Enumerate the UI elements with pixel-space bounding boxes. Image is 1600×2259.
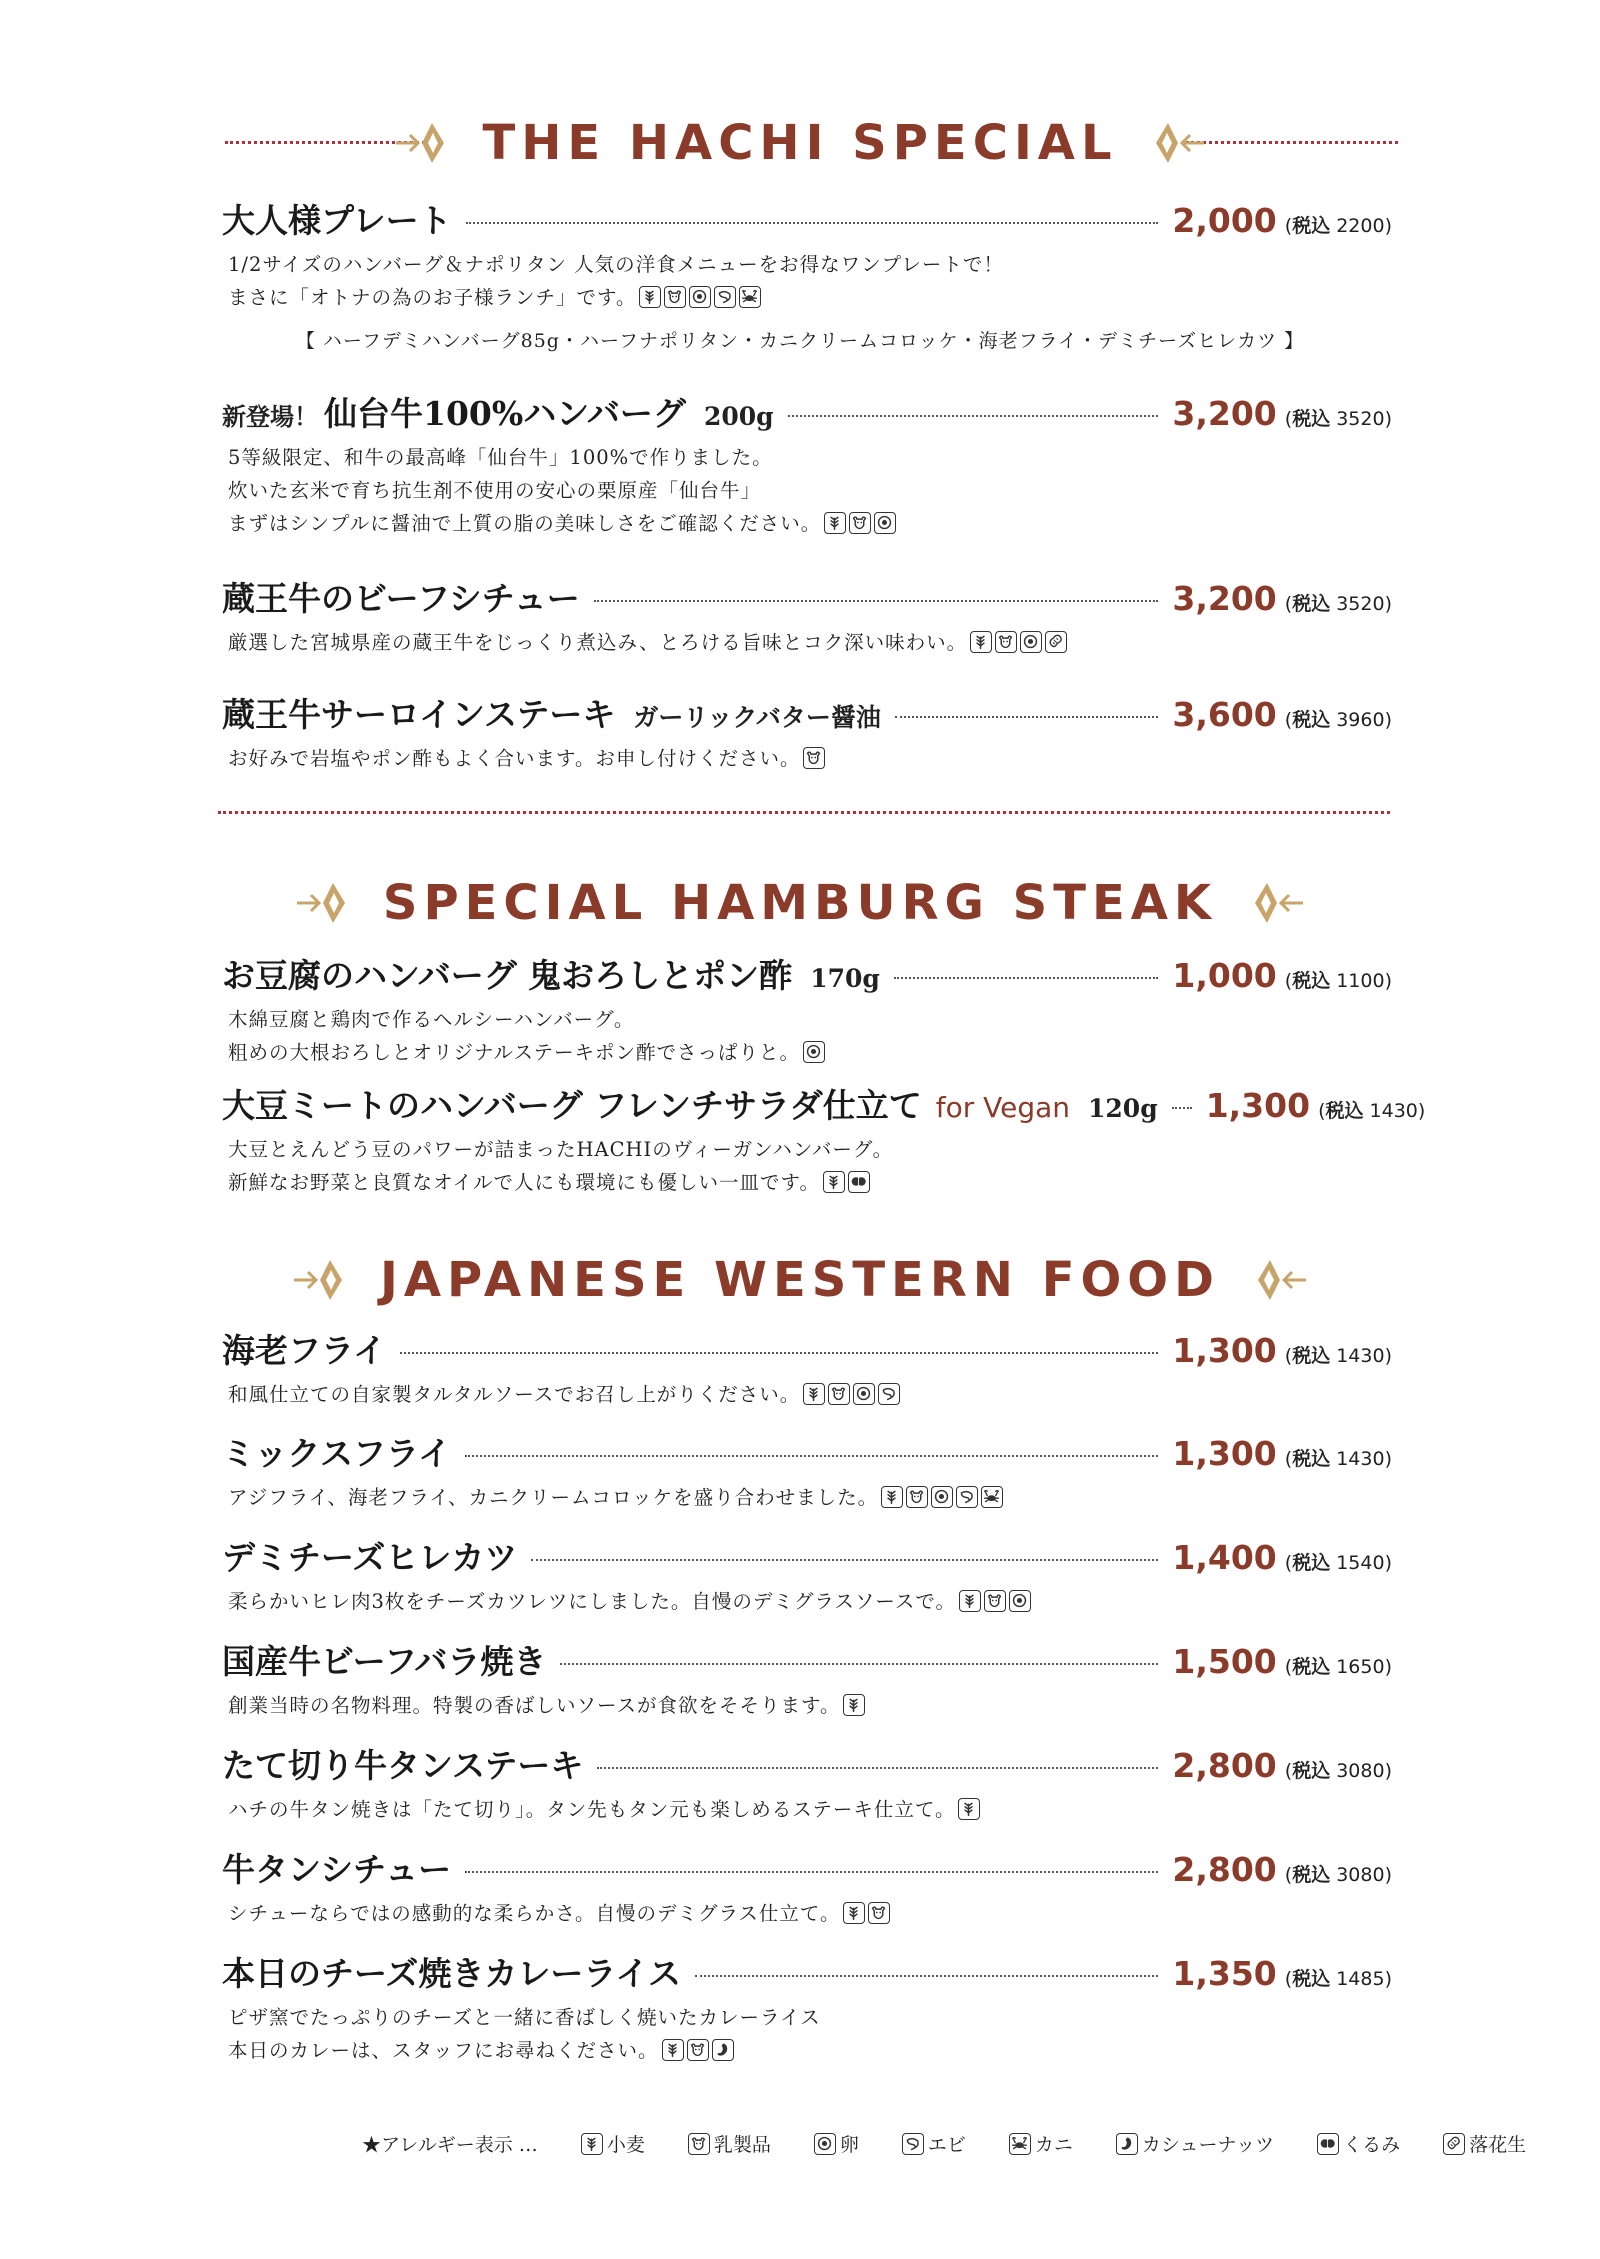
legend-shrimp: エビ xyxy=(899,2130,966,2157)
item-price: 1,300 xyxy=(1172,1331,1277,1370)
item-note: 【 ハーフデミハンバーグ85g・ハーフナポリタン・カニクリームコロッケ・海老フライ・デミチーズヒレカツ 】 xyxy=(295,330,1305,352)
menu-item-beef-stew xyxy=(222,573,1392,659)
dot-leader xyxy=(895,716,1159,718)
item-weight: 200g xyxy=(703,402,774,431)
crab-icon xyxy=(1009,2133,1031,2155)
dairy-icon xyxy=(906,1486,928,1508)
item-tax: (税込 3520) xyxy=(1284,408,1392,430)
egg-icon xyxy=(874,512,896,534)
shrimp-icon xyxy=(956,1486,978,1508)
menu-item-gyutan-steak xyxy=(222,1740,1392,1826)
vegan-label: for Vegan xyxy=(935,1091,1071,1124)
item-description: 大豆とえんどう豆のパワーが詰まったHACHIのヴィーガンハンバーグ。 新鮮なお野菜と良質なオイルで人にも環境にも優しい一皿です。 xyxy=(228,1138,894,1194)
item-sauce: ガーリックバター醤油 xyxy=(633,703,881,732)
dairy-icon xyxy=(995,631,1017,653)
ornament-left-icon xyxy=(392,115,448,171)
menu-item-cheese-curry xyxy=(222,1948,1392,2067)
dot-leader xyxy=(465,1871,1158,1873)
legend-peanut: 落花生 xyxy=(1440,2130,1526,2157)
wheat-icon xyxy=(639,286,661,308)
dot-leader xyxy=(594,600,1159,602)
wheat-icon xyxy=(970,631,992,653)
dairy-icon xyxy=(828,1383,850,1405)
item-description: 創業当時の名物料理。特製の香ばしいソースが食欲をそそります。 xyxy=(228,1689,1392,1722)
peanut-icon xyxy=(1443,2133,1465,2155)
item-tax: (税込 3960) xyxy=(1284,709,1392,731)
legend-dairy: 乳製品 xyxy=(685,2130,771,2157)
menu-item-mix-fry xyxy=(222,1428,1392,1514)
section-title: JAPANESE WESTERN FOOD xyxy=(380,1252,1220,1308)
legend-wheat: 小麦 xyxy=(578,2130,645,2157)
ornament-right-icon xyxy=(1251,875,1307,931)
wheat-icon xyxy=(959,1590,981,1612)
item-price: 1,350 xyxy=(1172,1954,1277,1993)
dairy-icon xyxy=(688,2133,710,2155)
item-name: 仙台牛100%ハンバーグ xyxy=(324,394,686,433)
item-tax: (税込 3080) xyxy=(1284,1760,1392,1782)
menu-item-sendai-hamburg xyxy=(222,388,1392,540)
ornament-left-icon xyxy=(290,1252,346,1308)
dot-leader xyxy=(695,1975,1158,1977)
item-price: 1,300 xyxy=(1172,1434,1277,1473)
walnut-icon xyxy=(848,1171,870,1193)
dairy-icon xyxy=(849,512,871,534)
item-name: 蔵王牛のビーフシチュー xyxy=(222,579,580,618)
peanut-icon xyxy=(1045,631,1067,653)
dot-leader xyxy=(597,1767,1158,1769)
menu-item-sirloin-steak xyxy=(222,689,1392,775)
item-tax: (税込 2200) xyxy=(1284,215,1392,237)
item-tax: (税込 1430) xyxy=(1284,1448,1392,1470)
dot-leader xyxy=(894,977,1159,979)
dot-leader xyxy=(1172,1107,1192,1109)
dairy-icon xyxy=(664,286,686,308)
item-name: デミチーズヒレカツ xyxy=(222,1538,518,1577)
item-price: 2,000 xyxy=(1172,201,1277,240)
item-tax: (税込 1430) xyxy=(1318,1100,1426,1122)
item-tax: (税込 1485) xyxy=(1284,1968,1392,1990)
crab-icon xyxy=(739,286,761,308)
item-description: ピザ窯でたっぷりのチーズと一緒に香ばしく焼いたカレーライス 本日のカレーは、スタッフにお尋ねください。 xyxy=(228,2006,821,2062)
item-tax: (税込 1100) xyxy=(1284,970,1392,992)
section-header-western xyxy=(0,1252,1600,1308)
legend-crab: カニ xyxy=(1006,2130,1073,2157)
item-description: 柔らかいヒレ肉3枚をチーズカツレツにしました。自慢のデミグラスソースで。 xyxy=(228,1585,1392,1618)
item-weight: 120g xyxy=(1088,1094,1158,1123)
section-header-hachi xyxy=(0,115,1600,171)
ornament-left-icon xyxy=(293,875,349,931)
section-header-hamburg xyxy=(0,875,1600,931)
walnut-icon xyxy=(1317,2133,1339,2155)
dot-leader xyxy=(788,415,1159,417)
item-description: 厳選した宮城県産の蔵王牛をじっくり煮込み、とろける旨味とコク深い味わい。 xyxy=(228,626,1392,659)
wheat-icon xyxy=(824,512,846,534)
item-name: 大豆ミートのハンバーグ フレンチサラダ仕立て xyxy=(222,1086,922,1125)
item-name: 蔵王牛サーロインステーキ xyxy=(222,695,616,734)
item-name: ミックスフライ xyxy=(222,1434,452,1473)
item-tax: (税込 1650) xyxy=(1284,1656,1392,1678)
item-description: お好みで岩塩やポン酢もよく合います。お申し付けください。 xyxy=(228,742,1392,775)
item-tax: (税込 1430) xyxy=(1284,1345,1392,1367)
cashew-icon xyxy=(1116,2133,1138,2155)
menu-item-demi-cheese-katsu xyxy=(222,1532,1392,1618)
dairy-icon xyxy=(868,1902,890,1924)
item-name: お豆腐のハンバーグ 鬼おろしとポン酢 xyxy=(222,956,793,995)
ornament-right-icon xyxy=(1152,115,1208,171)
item-price: 1,000 xyxy=(1172,956,1277,995)
wheat-icon xyxy=(881,1486,903,1508)
wheat-icon xyxy=(958,1798,980,1820)
menu-item-beef-bara xyxy=(222,1636,1392,1722)
menu-item-ebi-fry xyxy=(222,1325,1392,1411)
item-description: ハチの牛タン焼きは「たて切り」。タン先もタン元も楽しめるステーキ仕立て。 xyxy=(228,1793,1392,1826)
item-name: たて切り牛タンステーキ xyxy=(222,1746,584,1785)
section-title: THE HACHI SPECIAL xyxy=(482,115,1118,171)
legend-cashew: カシューナッツ xyxy=(1113,2130,1274,2157)
dot-leader xyxy=(560,1663,1158,1665)
item-description: 木綿豆腐と鶏肉で作るヘルシーハンバーグ。 粗めの大根おろしとオリジナルステーキポン酢でさっぱりと。 xyxy=(228,1003,1392,1069)
shrimp-icon xyxy=(878,1383,900,1405)
menu-item-tofu-hamburg xyxy=(222,950,1392,1069)
egg-icon xyxy=(1009,1590,1031,1612)
item-tax: (税込 3520) xyxy=(1284,593,1392,615)
item-price: 3,600 xyxy=(1172,695,1277,734)
section-divider xyxy=(218,811,1390,814)
dot-leader xyxy=(400,1352,1158,1354)
dairy-icon xyxy=(803,747,825,769)
cashew-icon xyxy=(712,2039,734,2061)
item-price: 3,200 xyxy=(1172,394,1277,433)
legend-walnut: くるみ xyxy=(1314,2130,1400,2157)
menu-item-soy-hamburg xyxy=(222,1080,1426,1199)
item-description: アジフライ、海老フライ、カニクリームコロッケを盛り合わせました。 xyxy=(228,1481,1392,1514)
dairy-icon xyxy=(984,1590,1006,1612)
crab-icon xyxy=(981,1486,1003,1508)
item-weight: 170g xyxy=(810,964,880,993)
item-price: 2,800 xyxy=(1172,1746,1277,1785)
legend-egg: 卵 xyxy=(811,2130,859,2157)
new-badge: 新登場！ xyxy=(222,402,318,431)
wheat-icon xyxy=(843,1694,865,1716)
item-description: 5等級限定、和牛の最高峰「仙台牛」100%で作りました。 炊いた玄米で育ち抗生剤不使用の安心の栗原産「仙台牛」 まずはシンプルに醤油で上質の脂の美味しさをご確認ください。 xyxy=(228,441,1392,540)
dot-leader xyxy=(466,222,1159,224)
section-title: SPECIAL HAMBURG STEAK xyxy=(382,875,1218,931)
egg-icon xyxy=(931,1486,953,1508)
shrimp-icon xyxy=(902,2133,924,2155)
item-price: 1,300 xyxy=(1205,1086,1311,1125)
item-tax: (税込 3080) xyxy=(1284,1864,1392,1886)
item-name: 大人様プレート xyxy=(222,201,452,240)
item-name: 海老フライ xyxy=(222,1331,387,1370)
item-price: 2,800 xyxy=(1172,1850,1277,1889)
item-name: 牛タンシチュー xyxy=(222,1850,452,1889)
legend-title: ★アレルギー表示 … xyxy=(362,2134,538,2156)
wheat-icon xyxy=(662,2039,684,2061)
wheat-icon xyxy=(823,1171,845,1193)
shrimp-icon xyxy=(714,286,736,308)
allergy-legend xyxy=(362,2130,1566,2157)
item-description: 和風仕立ての自家製タルタルソースでお召し上がりください。 xyxy=(228,1378,1392,1411)
dot-leader xyxy=(531,1559,1158,1561)
ornament-right-icon xyxy=(1254,1252,1310,1308)
item-price: 3,200 xyxy=(1172,579,1277,618)
egg-icon xyxy=(689,286,711,308)
item-description: 1/2サイズのハンバーグ＆ナポリタン 人気の洋食メニューをお得なワンプレートで！ まさに「オトナの為のお子様ランチ」です。 xyxy=(228,253,1004,309)
dairy-icon xyxy=(687,2039,709,2061)
wheat-icon xyxy=(843,1902,865,1924)
item-price: 1,400 xyxy=(1172,1538,1277,1577)
egg-icon xyxy=(853,1383,875,1405)
dot-leader xyxy=(465,1455,1158,1457)
item-name: 本日のチーズ焼きカレーライス xyxy=(222,1954,682,1993)
wheat-icon xyxy=(581,2133,603,2155)
egg-icon xyxy=(803,1041,825,1063)
menu-item-otona-plate xyxy=(222,195,1392,314)
item-description: シチューならではの感動的な柔らかさ。自慢のデミグラス仕立て。 xyxy=(228,1897,1392,1930)
wheat-icon xyxy=(803,1383,825,1405)
item-name: 国産牛ビーフバラ焼き xyxy=(222,1642,547,1681)
item-tax: (税込 1540) xyxy=(1284,1552,1392,1574)
egg-icon xyxy=(1020,631,1042,653)
egg-icon xyxy=(814,2133,836,2155)
item-price: 1,500 xyxy=(1172,1642,1277,1681)
menu-item-gyutan-stew xyxy=(222,1844,1392,1930)
